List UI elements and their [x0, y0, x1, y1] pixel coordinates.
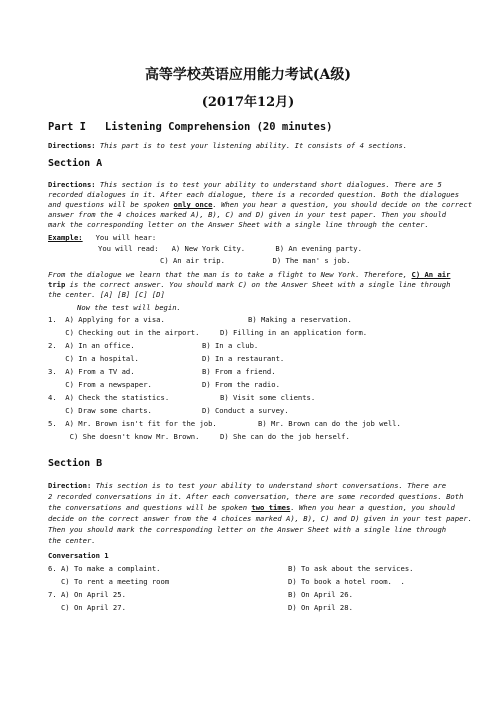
question-item: C) Draw some charts. D) Conduct a survey.: [48, 406, 289, 415]
part-heading: Part I Listening Comprehension (20 minutes): [48, 121, 333, 133]
directions-label: Directions:: [48, 180, 96, 189]
section-b-directions-line: 2 recorded conversations in it. After each conversation, there are some recorded questions. Both: [48, 492, 464, 501]
directions-label: Direction:: [48, 481, 92, 490]
example-explanation: the center. [A] [B] [C] [D]: [48, 290, 165, 299]
section-a-directions-line: and questions will be spoken only once. When you hear a question, you should decide on the correct: [48, 200, 473, 209]
section-b-directions-line: the center.: [48, 536, 96, 545]
section-b-directions-line: Direction: This section is to test your ability to understand short conversations. There are: [48, 481, 447, 490]
now-begin: Now the test will begin.: [77, 303, 181, 312]
section-a-directions-line: mark the corresponding letter on the Answer Sheet with a single line through the center.: [48, 220, 429, 229]
question-item: 7. A) On April 25. B) On April 26.: [48, 590, 353, 599]
question-item: 1. A) Applying for a visa. B) Making a reservation.: [48, 315, 352, 324]
example-hear: Example: You will hear:: [48, 233, 157, 242]
question-item: C) To rent a meeting room D) To book a hotel room. .: [48, 577, 405, 586]
two-times-emphasis: two times: [251, 503, 291, 512]
question-item: 4. A) Check the statistics. B) Visit some clients.: [48, 393, 316, 402]
section-b-heading: Section B: [48, 458, 103, 469]
directions-label: Directions:: [48, 141, 96, 150]
question-item: C) On April 27. D) On April 28.: [48, 603, 353, 612]
part-directions: [48, 141, 407, 151]
directions-text: This part is to test your listening ability. It consists of 4 sections.: [95, 141, 408, 150]
question-item: C) She doesn't know Mr. Brown. D) She can do the job herself.: [48, 432, 350, 441]
only-once-emphasis: only once: [173, 200, 213, 209]
conversation-heading: Conversation 1: [48, 551, 109, 560]
section-a-heading: Section A: [48, 158, 103, 169]
question-item: C) Checking out in the airport. D) Filling in an application form.: [48, 328, 368, 337]
question-item: 5. A) Mr. Brown isn't fit for the job. B) Mr. Brown can do the job well.: [48, 419, 401, 428]
section-a-directions-line: answer from the 4 choices marked A), B), C) and D) given in your test paper. Then you should: [48, 210, 447, 219]
example-explanation: From the dialogue we learn that the man is to take a flight to New York. Therefore, C) An air: [48, 270, 451, 279]
question-item: 2. A) In an office. B) In a club.: [48, 341, 259, 350]
example-label: Example:: [48, 233, 83, 242]
question-item: C) From a newspaper. D) From the radio.: [48, 380, 280, 389]
exam-title: 高等学校英语应用能力考试(A级): [144, 67, 352, 83]
section-b-directions-line: Then you should mark the corresponding letter on the Answer Sheet with a single line through: [48, 525, 447, 534]
section-a-directions-line: Directions: This section is to test your ability to understand short dialogues. There are 5: [48, 180, 442, 189]
section-a-directions-line: recorded dialogues in it. After each dialogue, there is a recorded question. Both the dialogues: [48, 190, 460, 199]
exam-date: (2017年12月): [201, 95, 295, 110]
question-item: 6. A) To make a complaint. B) To ask about the services.: [48, 564, 414, 573]
question-item: C) In a hospital. D) In a restaurant.: [48, 354, 285, 363]
example-read: You will read: A) New York City. B) An evening party.: [98, 244, 362, 253]
example-read: C) An air trip. D) The man' s job.: [160, 256, 351, 265]
section-b-directions-line: the conversations and questions will be spoken two times. When you hear a question, you should: [48, 503, 455, 512]
section-b-directions-line: decide on the correct answer from the 4 choices marked A), B), C) and D) given in your test paper.: [48, 514, 473, 523]
example-explanation: trip is the correct answer. You should mark C) on the Answer Sheet with a single line through: [48, 280, 451, 289]
question-item: 3. A) From a TV ad. B) From a friend.: [48, 367, 276, 376]
